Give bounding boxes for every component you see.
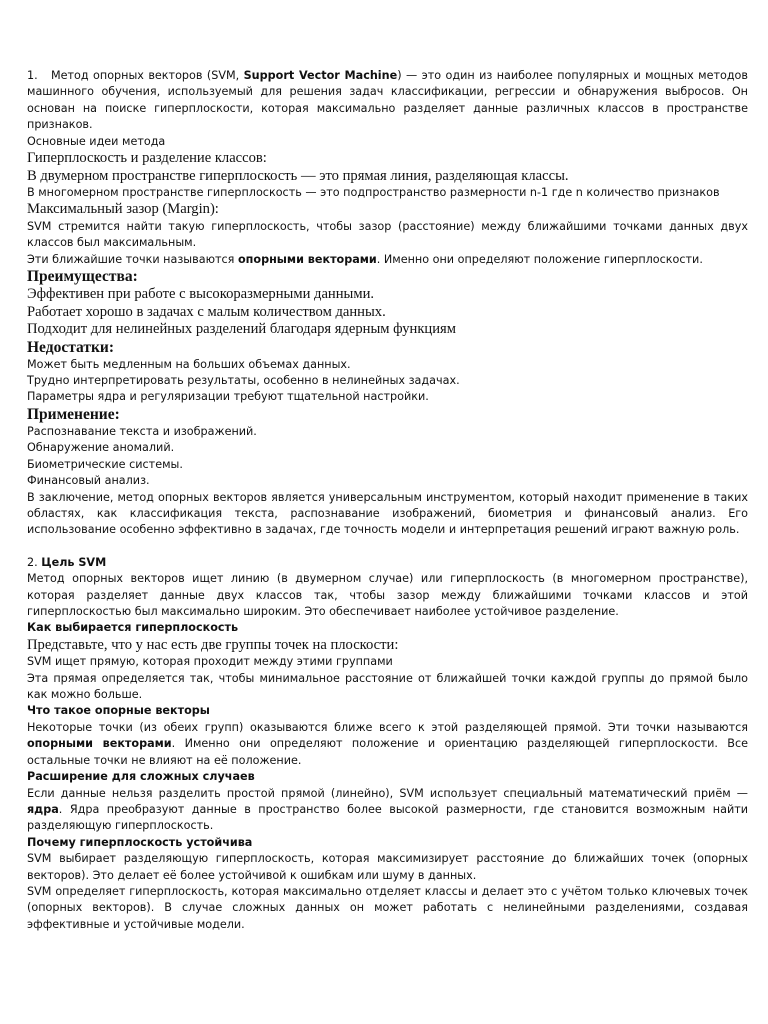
choose-heading [27,620,748,636]
sv-text-c: . Именно они определяют положение гиперплоскости. [376,252,703,266]
ext-text-c: . Ядра преобразуют данные в пространство более высокой размерности, где становится возможным найти разделяющую гиперплоскость. [27,802,748,833]
sv-paragraph [27,720,748,769]
sv-heading [27,703,748,719]
intro-term: Support Vector Machine [243,69,398,82]
support-vectors-text [27,252,748,268]
ext-text-a: Если данные нельзя разделить простой прямой (линейно), SVM использует специальный математический приём — [27,786,748,800]
extension-heading [27,769,748,785]
disadvantage-item: Может быть медленным на больших объемах данных. [27,357,351,371]
sv2-text-a: Некоторые точки (из обеих групп) оказываются ближе всего к этой разделяющей прямой. Эти точки называются [27,720,748,734]
why-title: Почему гиперплоскость устойчива [27,835,253,849]
disadvantages-heading: Недостатки: [27,338,114,356]
sv2-text-c: . Именно они определяют положение и ориентацию разделяющей гиперплоскости. Все остальные точки не влияют на её положение. [27,737,748,767]
disadvantage-item: Параметры ядра и регуляризации требуют тщательной настройки. [27,390,429,404]
line-def-text: Эта прямая определяется так, чтобы минимальное расстояние от ближайшей точки каждой группы до прямой было как можно больше. [27,671,748,702]
hyperplane-heading: Гиперплоскость и разделение классов: [27,150,267,167]
why-paragraph-1: SVM выбирает разделяющую гиперплоскость, которая максимизирует расстояние до ближайших точек (опорных векторов). Это делает её более устойчивой к ошибкам или шуму в данных. [27,852,748,882]
ext-term: ядра [27,802,59,816]
margin-text: SVM стремится найти такую гиперплоскость, чтобы зазор (расстояние) между ближайшими точками данных двух классов был максимальным. [27,219,748,250]
intro-paragraph [27,68,748,134]
section-2-title: Цель SVM [41,555,107,569]
section-1-number: 1. [27,69,38,82]
intro-text-c: ) — это один из наиболее популярных и мощных методов машинного обучения, используемый для решения задач классификации, регрессии и обнаружения выбросов. Он основан на поиске гиперплоскости, которая максимально разделяет данные различных классов в пространстве признаков. [27,69,748,132]
hyperplane-nd: В многомерном пространстве гиперплоскость — это подпространство размерности n-1 где n количество признаков [27,186,720,200]
advantages-heading: Преимущества: [27,268,138,286]
advantage-item: Эффективен при работе с высокоразмерными данными. [27,286,375,303]
application-item: Биометрические системы. [27,457,183,471]
margin-heading: Максимальный зазор (Margin): [27,201,219,218]
sv-term: опорными векторами [237,252,377,266]
application-item: Обнаружение аномалий. [27,441,175,455]
extension-paragraph [27,786,748,835]
applications-heading: Применение: [27,405,120,423]
sv-text-a: Эти ближайшие точки называются [27,252,238,266]
goal-paragraph: Метод опорных векторов ищет линию (в двумерном случае) или гиперплоскость (в многомерном пространстве), которая разделяет данные двух классов так, чтобы зазор между ближайшими точками классов и этой гиперплоскостью был максимально широким. Это обеспечивает наиболее устойчивое разделение. [27,572,748,618]
intro-text-a: Метод опорных векторов (SVM, [51,69,244,82]
disadvantage-item: Трудно интерпретировать результаты, особенно в нелинейных задачах. [27,374,460,388]
advantage-item: Работает хорошо в задачах с малым количеством данных. [27,303,386,320]
why-heading [27,835,748,851]
application-item: Распознавание текста и изображений. [27,424,257,438]
extension-title: Расширение для сложных случаев [27,770,255,784]
document-page [27,68,748,933]
sv-title: Что такое опорные векторы [27,704,210,718]
conclusion-paragraph: В заключение, метод опорных векторов является универсальным инструментом, который находит применение в таких областях, как классификация текста, распознавание изображений, биометрия и финансовый анализ. Его использование особенно эффективно в задачах, где точность модели и интерпретация решений играют важную роль. [27,490,748,537]
advantage-item: Подходит для нелинейных разделений благодаря ядерным функциям [27,321,456,338]
choose-title: Как выбирается гиперплоскость [27,621,239,635]
ideas-heading: Основные идеи метода [27,134,166,148]
section-spacer [27,539,748,555]
sv2-term: опорными векторами [27,737,172,751]
line-find-text: SVM ищет прямую, которая проходит между этими группами [27,655,393,669]
imagine-text: Представьте, что у нас есть две группы точек на плоскости: [27,636,399,653]
application-item: Финансовый анализ. [27,474,150,488]
section-2-heading [27,555,748,571]
section-2-number: 2. [27,555,42,569]
hyperplane-2d: В двумерном пространстве гиперплоскость — это прямая линия, разделяющая классы. [27,167,569,184]
why-paragraph-2: SVM определяет гиперплоскость, которая максимально отделяет классы и делает это с учётом только ключевых точек (опорных векторов). В случае сложных данных он может работать с нелинейными разделениями, создавая эффективные и устойчивые модели. [27,884,748,931]
